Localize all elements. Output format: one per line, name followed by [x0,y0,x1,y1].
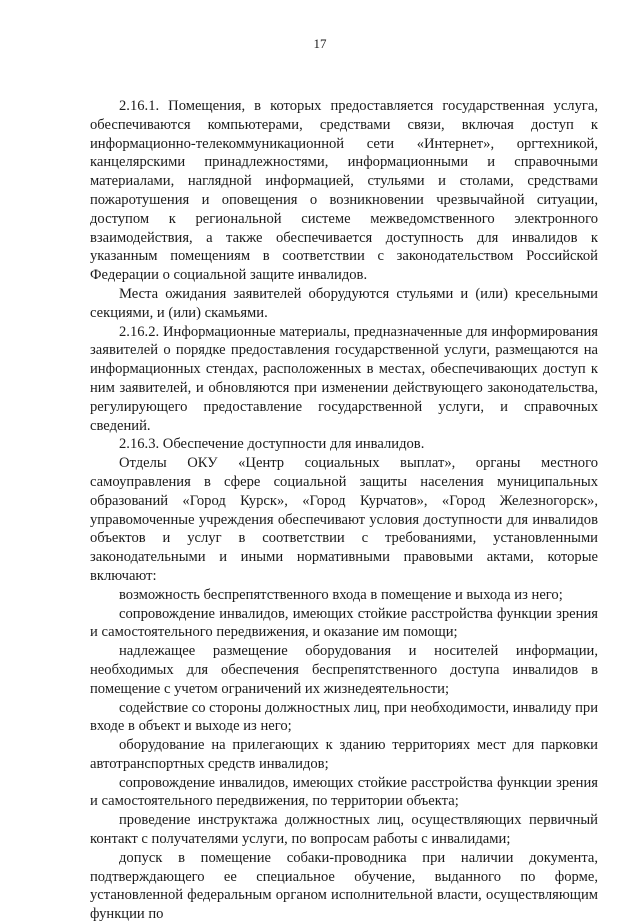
page-number: 17 [313,36,327,51]
list-item-parking: оборудование на прилегающих к зданию территориях мест для парковки автотранспортных средств инвалидов; [90,737,598,772]
list-item-entry-exit: возможность беспрепятственного входа в помещение и выхода из него; [119,586,563,603]
paragraph-2-16-1: 2.16.1. Помещения, в которых предоставляется государственная услуга, обеспечиваются компьютерами, средствами связи, включая доступ к информационно-телекоммуникационной сети «Интернет», оргтехникой, канцелярскими принадлежностями, информационными и справочными материалами, наглядной информацией, стульями и столами, средствами пожаротушения и оповещения о возникновении чрезвычайной ситуации, доступом к региональной системе межведомственного электронного взаимодействия, а также обеспечивается доступность для инвалидов к указанным помещениям в соответствии с законодательством Российской Федерации о социальной защите инвалидов. [90,98,598,284]
list-item-guide-dog: допуск в помещение собаки-проводника при наличии документа, подтверждающего ее специальное обучение, выданного по форме, установленной федеральным органом исполнительной власти, осуществляющим функции по [90,849,598,923]
paragraph-departments: Отделы ОКУ «Центр социальных выплат», органы местного самоуправления в сфере социальной защиты населения муниципальных образований «Город Курск», «Город Курчатов», «Город Железногорск», управомоченные учреждения обеспечивают условия доступности для инвалидов объектов и услуг в соответствии с требованиями, установленными законодательными и иными нормативными правовыми актами, которые включают: [90,455,598,584]
paragraph-waiting-areas: Места ожидания заявителей оборудуются стульями и (или) кресельными секциями, и (или) скамьями. [90,285,598,321]
list-item-escort-territory: сопровождение инвалидов, имеющих стойкие расстройства функции зрения и самостоятельного передвижения, по территории объекта; [90,774,598,810]
paragraph-2-16-3-heading: 2.16.3. Обеспечение доступности для инвалидов. [119,436,425,453]
list-item-equipment-placement: надлежащее размещение оборудования и носителей информации, необходимых для обеспечения беспрепятственного доступа инвалидов в помещение с учетом ограничений их жизнедеятельности; [90,643,598,697]
list-item-escort-assistance: сопровождение инвалидов, имеющих стойкие расстройства функции зрения и самостоятельного передвижения, и оказание им помощи; [90,605,598,641]
list-item-staff-briefing: проведение инструктажа должностных лиц, осуществляющих первичный контакт с получателями услуги, по вопросам работы с инвалидами; [90,812,598,848]
paragraph-2-16-2: 2.16.2. Информационные материалы, предназначенные для информирования заявителей о порядке предоставления государственной услуги, размещаются на информационных стендах, расположенных в местах, обеспечивающих доступ к ним заявителей, и обновляются при изменении действующего законодательства, регулирующего предоставление государственной услуги, и справочных сведений. [90,323,598,434]
document-body [90,97,598,924]
list-item-staff-assistance: содействие со стороны должностных лиц, при необходимости, инвалиду при входе в объект и выходе из него; [90,699,598,735]
